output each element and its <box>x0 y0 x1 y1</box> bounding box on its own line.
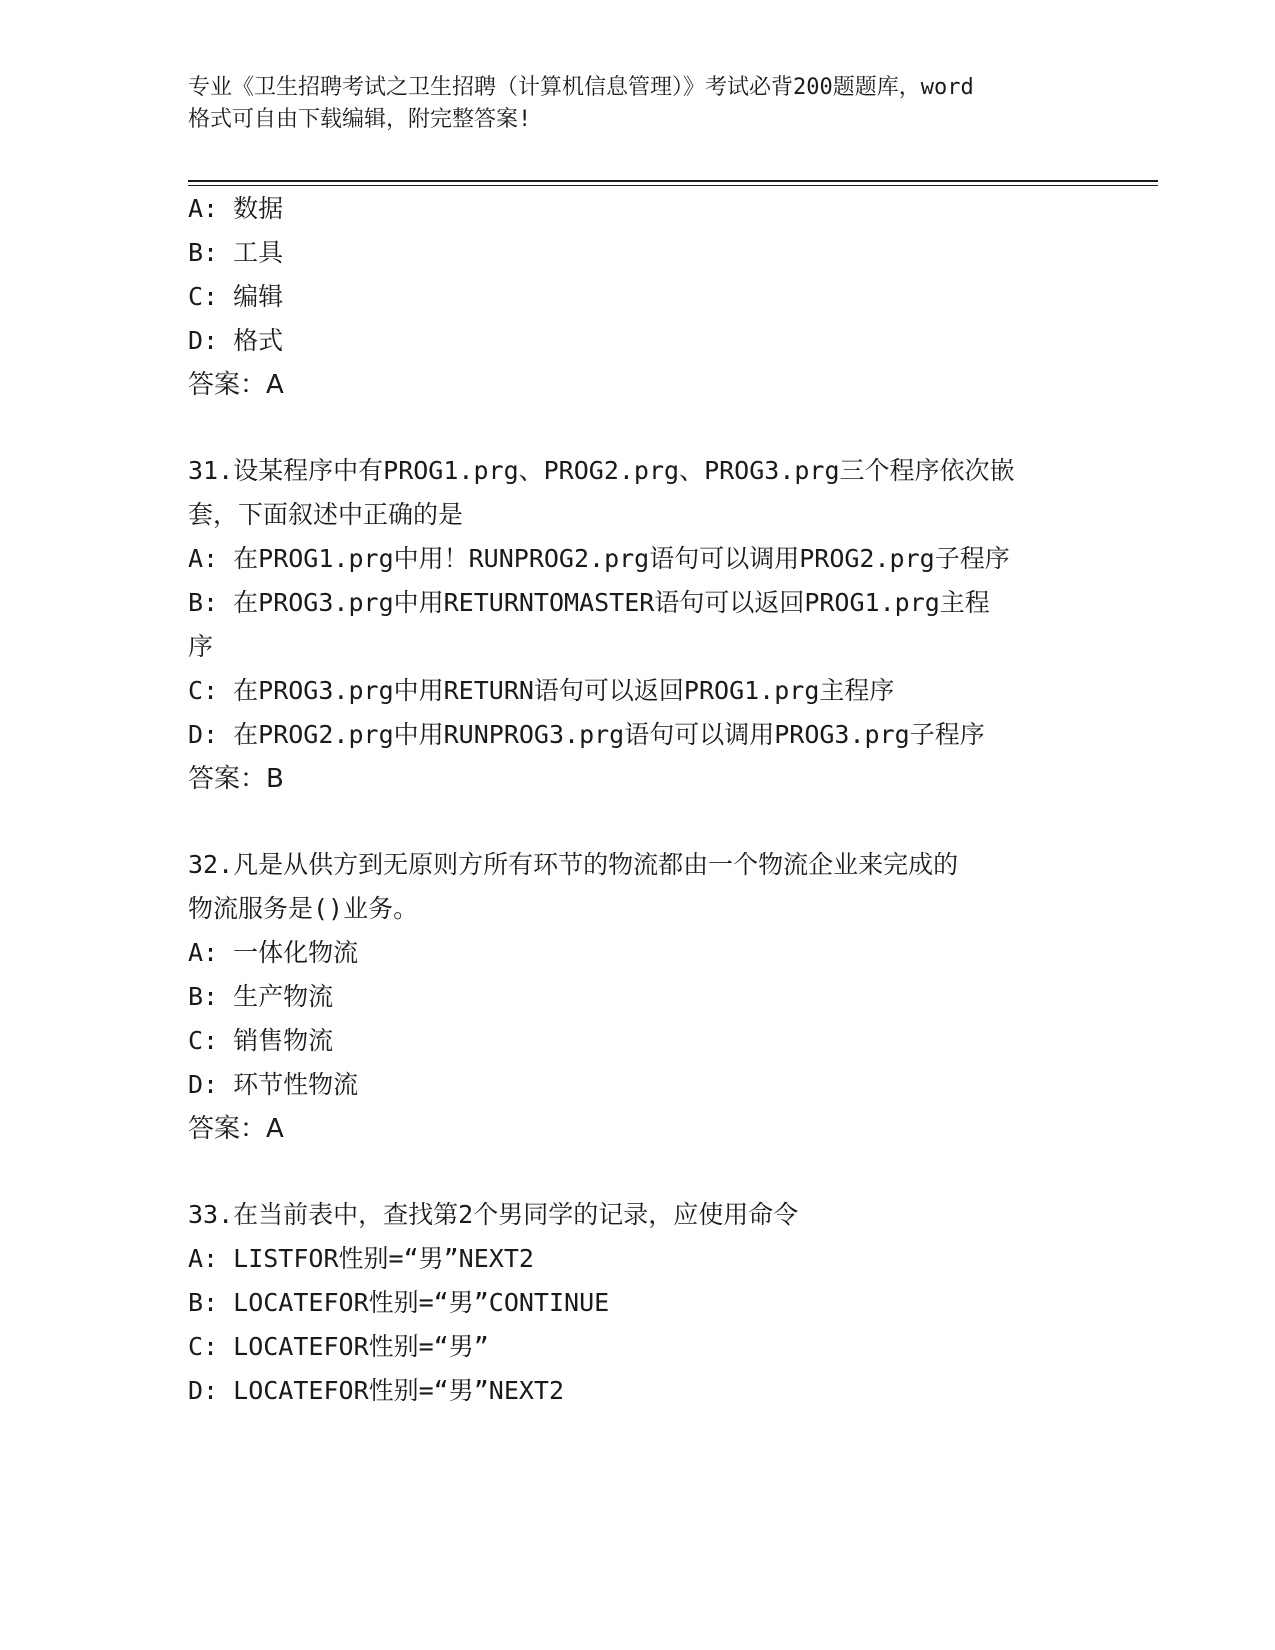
header-title-line-2: 格式可自由下载编辑，附完整答案! <box>188 107 532 132</box>
prev-option-c: C: 编辑 <box>188 282 284 311</box>
q32-stem-line-2: 物流服务是()业务。 <box>188 894 419 923</box>
q31-option-a: A: 在PROG1.prg中用！RUNPROG2.prg语句可以调用PROG2.prg子程序 <box>188 544 1010 573</box>
q32-option-a: A: 一体化物流 <box>188 938 359 967</box>
q33-stem-line-1: 33.在当前表中，查找第2个男同学的记录，应使用命令 <box>188 1200 799 1229</box>
prev-option-b: B: 工具 <box>188 238 284 267</box>
document-header <box>188 72 1088 136</box>
q32-answer: 答案：A <box>188 1114 284 1144</box>
q32-stem-line-1: 32.凡是从供方到无原则方所有环节的物流都由一个物流企业来完成的 <box>188 850 959 879</box>
q32-option-c: C: 销售物流 <box>188 1026 334 1055</box>
q33-option-a: A: LISTFOR性别=“男”NEXT2 <box>188 1244 534 1273</box>
q33-option-d: D: LOCATEFOR性别=“男”NEXT2 <box>188 1376 565 1405</box>
q31-option-d: D: 在PROG2.prg中用RUNPROG3.prg语句可以调用PROG3.prg子程序 <box>188 720 985 749</box>
q31-answer: 答案：B <box>188 764 284 794</box>
q31-option-c: C: 在PROG3.prg中用RETURN语句可以返回PROG1.prg主程序 <box>188 676 895 705</box>
q33-option-b: B: LOCATEFOR性别=“男”CONTINUE <box>188 1288 610 1317</box>
q32-option-b: B: 生产物流 <box>188 982 334 1011</box>
prev-answer: 答案：A <box>188 370 284 400</box>
prev-option-a: A: 数据 <box>188 194 284 223</box>
q31-option-b: B: 在PROG3.prg中用RETURNTOMASTER语句可以返回PROG1.prg主程 <box>188 588 990 617</box>
q32-option-d: D: 环节性物流 <box>188 1070 359 1099</box>
q33-option-c: C: LOCATEFOR性别=“男” <box>188 1332 489 1361</box>
prev-option-d: D: 格式 <box>188 326 284 355</box>
header-divider-thin <box>188 185 1158 186</box>
q31-stem-line-2: 套，下面叙述中正确的是 <box>188 500 464 529</box>
q31-option-b-cont: 序 <box>188 632 214 661</box>
header-divider-thick <box>188 180 1158 182</box>
q31-stem-line-1: 31.设某程序中有PROG1.prg、PROG2.prg、PROG3.prg三个程序依次嵌 <box>188 456 1015 485</box>
header-title-line-1: 专业《卫生招聘考试之卫生招聘（计算机信息管理）》考试必背200题题库，word <box>188 75 974 100</box>
